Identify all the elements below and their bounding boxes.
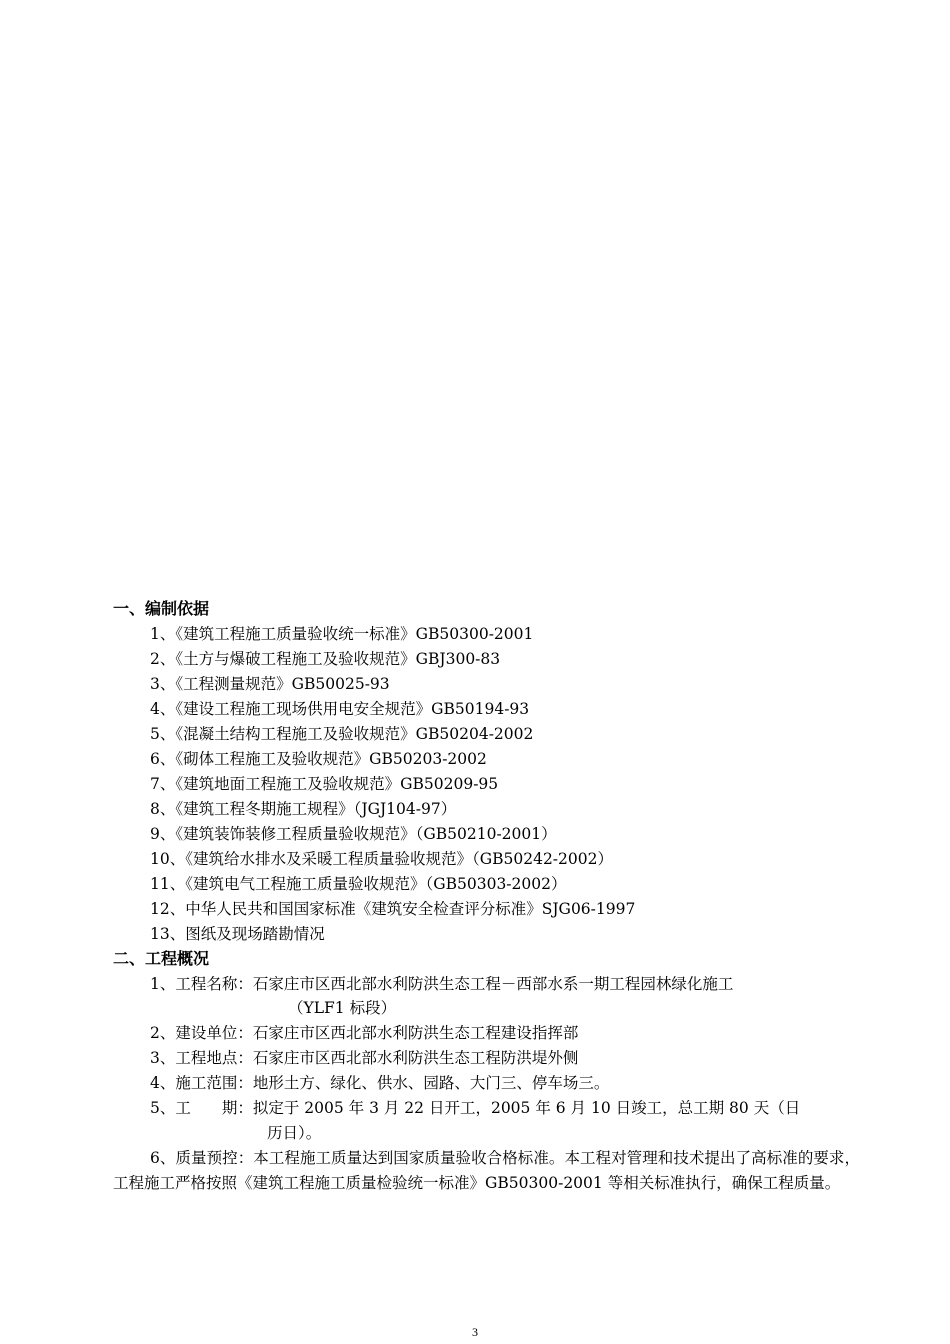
- overview-location: 3、工程地点：石家庄市区西北部水利防洪生态工程防洪堤外侧: [150, 1049, 579, 1067]
- basis-item: 8、《建筑工程冬期施工规程》（JGJ104-97）: [150, 800, 457, 818]
- section2-heading: 二、工程概况: [113, 949, 210, 968]
- basis-item: 1、《建筑工程施工质量验收统一标准》GB50300-2001: [150, 625, 534, 643]
- basis-item: 6、《砌体工程施工及验收规范》GB50203-2002: [150, 750, 487, 768]
- overview-schedule-cont: 历日）。: [267, 1124, 322, 1142]
- overview-builder: 2、建设单位：石家庄市区西北部水利防洪生态工程建设指挥部: [150, 1024, 579, 1042]
- overview-quality-text: 6、质量预控：本工程施工质量达到国家质量验收合格标准。本工程对管理和技术提出了高标准的要求，工程施工严格按照《建筑工程施工质量检验统一标准》GB50300-2001 等相关标准执行，确保工程质量。: [113, 1149, 860, 1192]
- basis-item: 7、《建筑地面工程施工及验收规范》GB50209-95: [150, 775, 499, 793]
- basis-item: 10、《建筑给水排水及采暖工程质量验收规范》（GB50242-2002）: [150, 850, 613, 868]
- overview-quality-paragraph: [113, 1146, 860, 1196]
- overview-project-name: 1、工程名称：石家庄市区西北部水利防洪生态工程－西部水系一期工程园林绿化施工: [150, 975, 734, 993]
- basis-item: 12、中华人民共和国国家标准《建筑安全检查评分标准》SJG06-1997: [150, 900, 636, 918]
- basis-item: 13、图纸及现场踏勘情况: [150, 925, 325, 943]
- overview-scope: 4、施工范围：地形土方、绿化、供水、园路、大门三、停车场三。: [150, 1074, 610, 1092]
- basis-item: 4、《建设工程施工现场供用电安全规范》GB50194-93: [150, 700, 530, 718]
- basis-item: 11、《建筑电气工程施工质量验收规范》（GB50303-2002）: [150, 875, 567, 893]
- basis-item: 3、《工程测量规范》GB50025-93: [150, 675, 390, 693]
- overview-project-name-cont: （YLF1 标段）: [288, 999, 397, 1017]
- page-number: 3: [472, 1325, 478, 1339]
- basis-item: 5、《混凝土结构工程施工及验收规范》GB50204-2002: [150, 725, 534, 743]
- section1-heading: 一、编制依据: [113, 599, 210, 618]
- basis-item: 9、《建筑装饰装修工程质量验收规范》（GB50210-2001）: [150, 825, 557, 843]
- overview-schedule: 5、工 期：拟定于 2005 年 3 月 22 日开工，2005 年 6 月 10 日竣工，总工期 80 天（日: [150, 1099, 801, 1117]
- basis-item: 2、《土方与爆破工程施工及验收规范》GBJ300-83: [150, 650, 501, 668]
